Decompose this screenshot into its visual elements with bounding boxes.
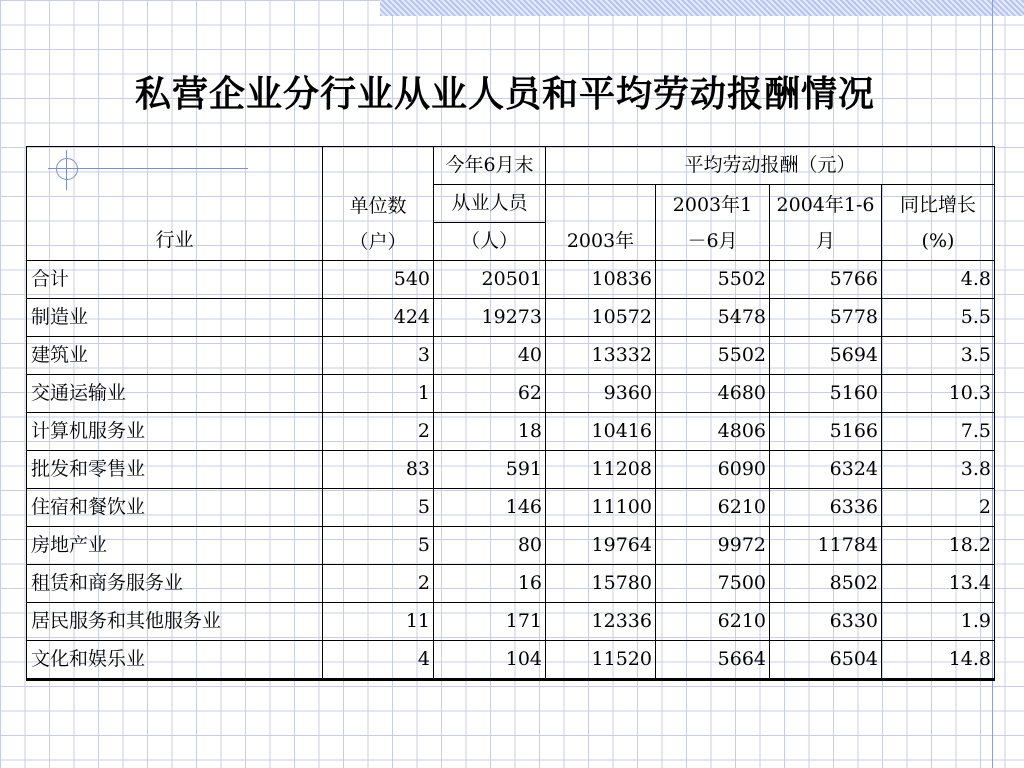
cell-pay-2004h1: 6324 — [770, 451, 882, 489]
cell-growth: 2 — [882, 489, 995, 527]
cell-pay-2004h1: 6330 — [770, 603, 882, 641]
page-title: 私营企业分行业从业人员和平均劳动报酬情况 — [134, 73, 875, 115]
decorative-band — [380, 0, 1024, 16]
cell-pay-2003h1: 9972 — [656, 527, 770, 565]
cell-pay-2003h1: 5478 — [656, 299, 770, 337]
header-industry: 行业 — [27, 147, 323, 261]
cell-units: 424 — [323, 299, 434, 337]
cell-units: 540 — [323, 261, 434, 299]
header-employees-unit: （人） — [434, 223, 546, 261]
cell-pay-2003h1: 4680 — [656, 375, 770, 413]
cell-pay-2003h1: 6210 — [656, 489, 770, 527]
cell-industry: 合计 — [27, 261, 323, 299]
cell-employees: 20501 — [434, 261, 546, 299]
cell-pay-2003: 12336 — [546, 603, 656, 641]
cell-pay-2004h1: 5694 — [770, 337, 882, 375]
cell-pay-2003: 10572 — [546, 299, 656, 337]
cell-pay-2003: 9360 — [546, 375, 656, 413]
cell-units: 83 — [323, 451, 434, 489]
cell-growth: 1.9 — [882, 603, 995, 641]
cell-pay-2003: 10416 — [546, 413, 656, 451]
header-employees: 从业人员 — [434, 185, 546, 223]
table-row — [27, 337, 995, 375]
cell-pay-2004h1: 5160 — [770, 375, 882, 413]
cell-employees: 19273 — [434, 299, 546, 337]
cell-pay-2004h1: 6504 — [770, 641, 882, 680]
cell-employees: 591 — [434, 451, 546, 489]
cell-employees: 80 — [434, 527, 546, 565]
header-units: 单位数 （户） — [323, 147, 434, 261]
table-header — [27, 147, 995, 261]
table-row — [27, 299, 995, 337]
cell-growth: 14.8 — [882, 641, 995, 680]
table-row — [27, 413, 995, 451]
table-row — [27, 603, 995, 641]
cell-units: 3 — [323, 337, 434, 375]
cell-units: 2 — [323, 413, 434, 451]
cell-industry: 建筑业 — [27, 337, 323, 375]
cell-growth: 7.5 — [882, 413, 995, 451]
cell-pay-2004h1: 5778 — [770, 299, 882, 337]
cell-industry: 房地产业 — [27, 527, 323, 565]
cell-employees: 146 — [434, 489, 546, 527]
cell-employees: 104 — [434, 641, 546, 680]
cell-pay-2003: 19764 — [546, 527, 656, 565]
cell-units: 11 — [323, 603, 434, 641]
data-table — [26, 146, 995, 681]
cell-pay-2004h1: 5166 — [770, 413, 882, 451]
cell-employees: 171 — [434, 603, 546, 641]
cell-employees: 16 — [434, 565, 546, 603]
cell-industry: 文化和娱乐业 — [27, 641, 323, 680]
cell-growth: 3.5 — [882, 337, 995, 375]
cell-industry: 居民服务和其他服务业 — [27, 603, 323, 641]
table-row — [27, 565, 995, 603]
cell-pay-2003h1: 4806 — [656, 413, 770, 451]
cell-industry: 制造业 — [27, 299, 323, 337]
cell-pay-2003h1: 5502 — [656, 337, 770, 375]
cell-pay-2003h1: 5664 — [656, 641, 770, 680]
cell-pay-2003h1: 6210 — [656, 603, 770, 641]
header-pay-2004h1: 2004年1-6 月 — [770, 185, 882, 261]
table-row — [27, 375, 995, 413]
cell-pay-2003: 13332 — [546, 337, 656, 375]
header-employees-period: 今年6月末 — [434, 147, 546, 185]
cell-industry: 批发和零售业 — [27, 451, 323, 489]
header-pay-2003h1: 2003年1 －6月 — [656, 185, 770, 261]
table-row — [27, 527, 995, 565]
cell-pay-2003h1: 7500 — [656, 565, 770, 603]
table-row — [27, 261, 995, 299]
table-row — [27, 489, 995, 527]
cell-industry: 租赁和商务服务业 — [27, 565, 323, 603]
table-row — [27, 641, 995, 680]
cell-pay-2004h1: 8502 — [770, 565, 882, 603]
cell-pay-2004h1: 5766 — [770, 261, 882, 299]
cell-pay-2003h1: 6090 — [656, 451, 770, 489]
cell-pay-2003h1: 5502 — [656, 261, 770, 299]
cell-units: 4 — [323, 641, 434, 680]
header-pay-2003: 2003年 — [546, 185, 656, 261]
header-pay-group: 平均劳动报酬（元） — [546, 147, 995, 185]
cell-pay-2003: 11520 — [546, 641, 656, 680]
cell-growth: 4.8 — [882, 261, 995, 299]
cell-pay-2003: 11208 — [546, 451, 656, 489]
cell-growth: 5.5 — [882, 299, 995, 337]
cell-growth: 3.8 — [882, 451, 995, 489]
cell-units: 1 — [323, 375, 434, 413]
cell-employees: 62 — [434, 375, 546, 413]
cell-growth: 18.2 — [882, 527, 995, 565]
cell-pay-2004h1: 11784 — [770, 527, 882, 565]
cell-units: 2 — [323, 565, 434, 603]
table-row — [27, 451, 995, 489]
cell-industry: 住宿和餐饮业 — [27, 489, 323, 527]
cell-pay-2003: 11100 — [546, 489, 656, 527]
cell-employees: 40 — [434, 337, 546, 375]
cell-pay-2004h1: 6336 — [770, 489, 882, 527]
cell-growth: 10.3 — [882, 375, 995, 413]
header-growth: 同比增长 (%) — [882, 185, 995, 261]
cell-industry: 交通运输业 — [27, 375, 323, 413]
cell-units: 5 — [323, 489, 434, 527]
cell-growth: 13.4 — [882, 565, 995, 603]
cell-pay-2003: 10836 — [546, 261, 656, 299]
cell-pay-2003: 15780 — [546, 565, 656, 603]
cell-units: 5 — [323, 527, 434, 565]
cell-industry: 计算机服务业 — [27, 413, 323, 451]
cell-employees: 18 — [434, 413, 546, 451]
table-body — [27, 261, 995, 680]
